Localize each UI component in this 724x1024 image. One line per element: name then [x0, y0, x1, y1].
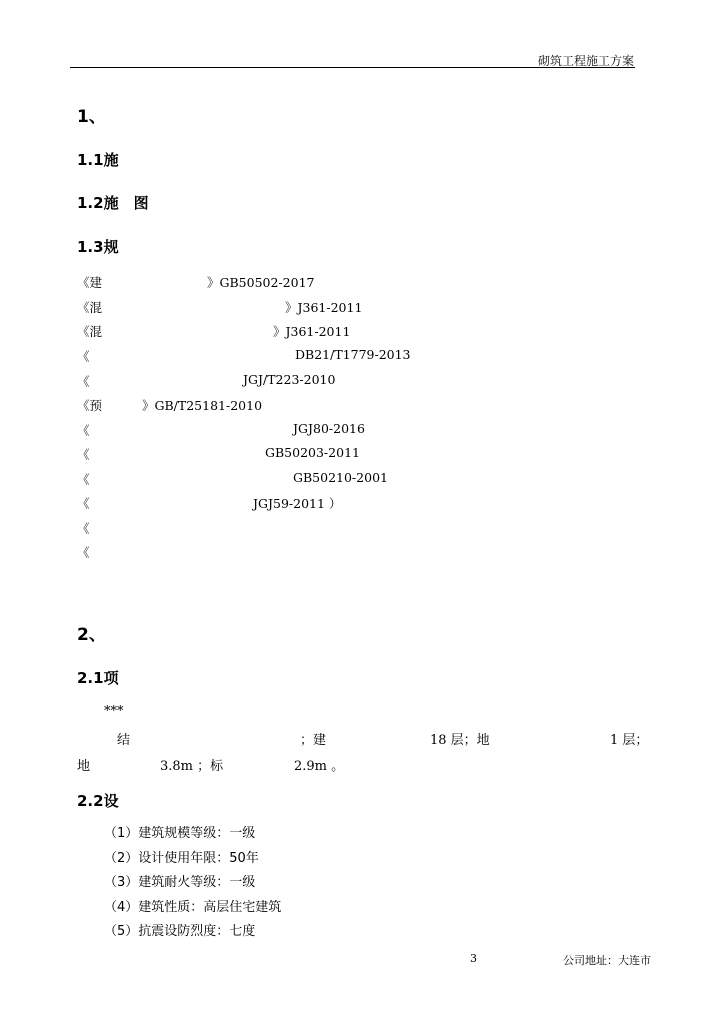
overview-text: 结 [117, 733, 131, 748]
overview-text: 地 [77, 759, 91, 774]
reference-item: 《 [77, 374, 90, 389]
footer-address: 公司地址：大连市 [563, 954, 651, 967]
reference-code: 》GB50502-2017 [207, 275, 315, 290]
reference-code: 》GB/T25181-2010 [142, 398, 263, 413]
header-rule [70, 67, 635, 68]
header-title: 砌筑工程施工方案 [537, 54, 634, 68]
overview-text: 18 层；地 [430, 733, 490, 748]
page-number: 3 [470, 952, 477, 965]
design-item: （3）建筑耐火等级：一级 [104, 875, 256, 890]
reference-code: JGJ59-2011 ） [253, 496, 342, 511]
project-placeholder: *** [104, 704, 124, 719]
reference-code: 》J361-2011 [273, 324, 351, 339]
overview-text: 2.9m 。 [294, 759, 345, 774]
reference-item: 《 [77, 545, 90, 560]
reference-item: 《 [77, 447, 90, 462]
reference-code: JGJ/T223-2010 [243, 372, 336, 387]
design-item: （5）抗震设防烈度：七度 [104, 924, 256, 939]
design-item: （1）建筑规模等级：一级 [104, 826, 256, 841]
section-2-1-heading: 2.1项 [77, 669, 119, 687]
reference-item: 《建 [77, 275, 103, 290]
section-1-1-heading: 1.1施 [77, 151, 119, 169]
design-item: （4）建筑性质：高层住宅建筑 [104, 900, 282, 915]
reference-item: 《 [77, 521, 90, 536]
reference-item: 《 [77, 423, 90, 438]
section-1-heading: 1、 [77, 107, 106, 127]
reference-code: GB50210-2001 [293, 470, 388, 485]
section-2-2-heading: 2.2设 [77, 792, 119, 810]
overview-text: ；建 [300, 733, 327, 748]
reference-code: DB21/T1779-2013 [295, 347, 411, 362]
design-item: （2）设计使用年限：50年 [104, 851, 259, 866]
reference-item: 《 [77, 472, 90, 487]
overview-text: 3.8m ；标 [160, 759, 224, 774]
reference-code: GB50203-2011 [265, 445, 360, 460]
reference-item: 《 [77, 496, 90, 511]
reference-item: 《混 [77, 324, 103, 339]
reference-code: JGJ80-2016 [293, 421, 365, 436]
section-2-heading: 2、 [77, 625, 106, 645]
reference-item: 《混 [77, 300, 103, 315]
reference-code: 》J361-2011 [285, 300, 363, 315]
section-1-2-heading: 1.2施 图 [77, 194, 149, 212]
overview-text: 1 层； [610, 733, 649, 748]
section-1-3-heading: 1.3规 [77, 238, 119, 256]
reference-item: 《预 [77, 398, 103, 413]
reference-item: 《 [77, 349, 90, 364]
